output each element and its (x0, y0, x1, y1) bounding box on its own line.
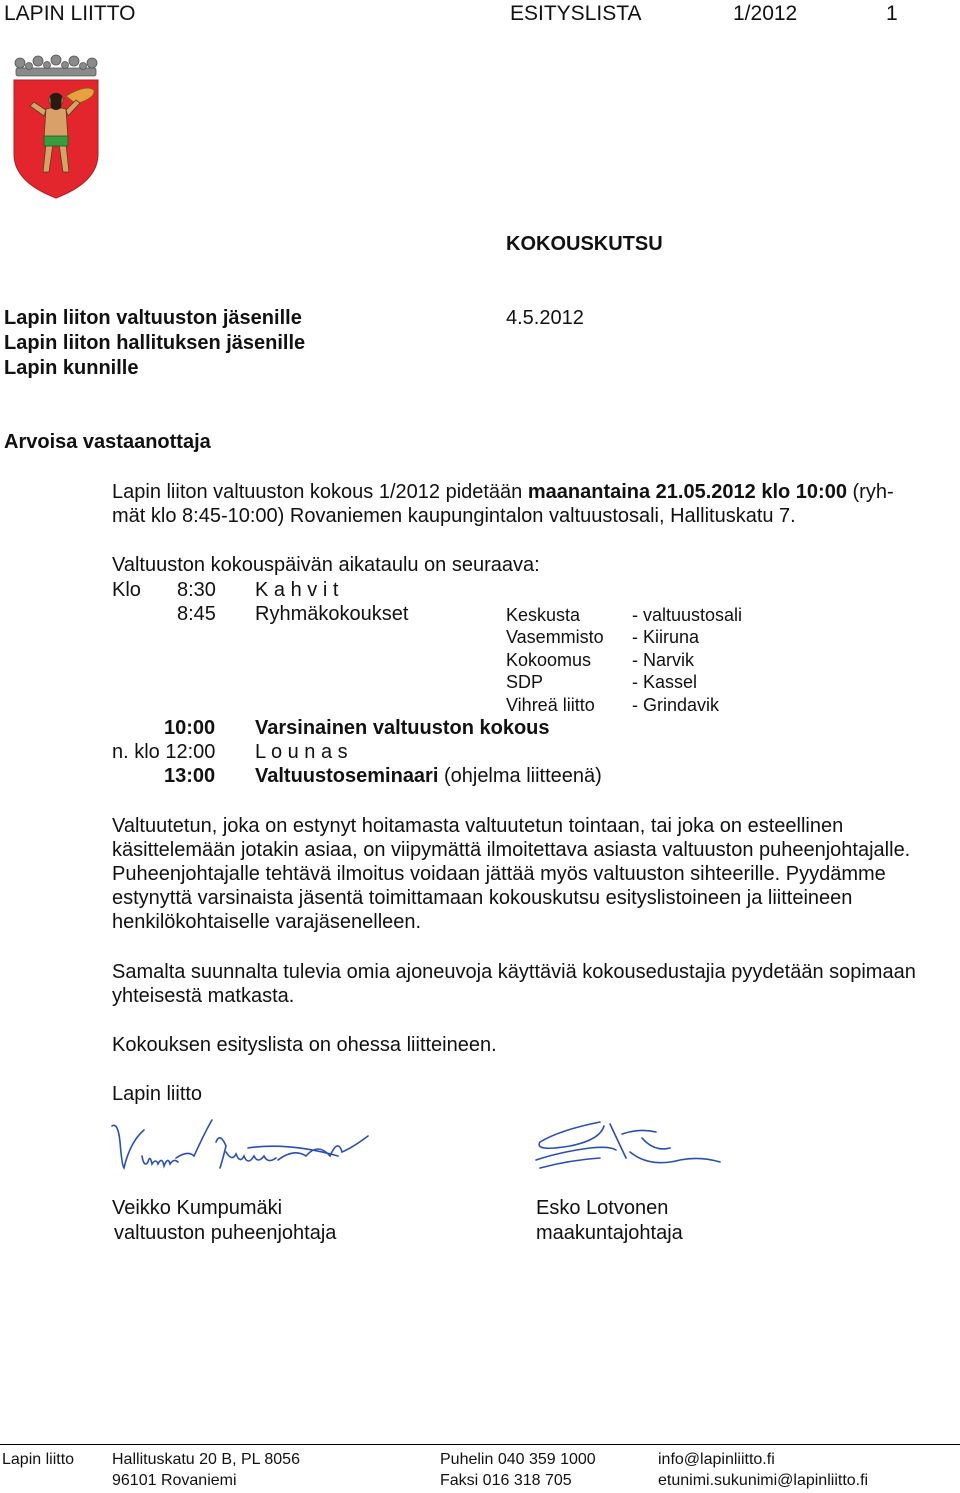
paragraph-substitute: Valtuutetun, joka on estynyt hoitamasta valtuutetun tointaan, tai joka on esteellinen käsittelemään jotakin asiaa, on viipymättä ilmoitettava asiasta valtuuston puheenjohtajalle. Puheenjohtajalle tehtävä ilmoitus voidaan jättää myös valtuuston sihteerille. Pyydämme estynyttä varsinaista jäsentä toimittamaan kokouskutsu esityslistoineen ja liitteineen henkilökohtaiselle varajäsenelleen. (112, 815, 911, 933)
schedule-label: Ryhmäkokoukset (255, 603, 409, 625)
group-room: - Narvik (632, 650, 694, 670)
recipient-line: Lapin liiton valtuuston jäsenille (4, 307, 302, 329)
meeting-datetime: maanantaina 21.05.2012 klo 10:00 (527, 481, 847, 503)
footer-email[interactable]: info@lapinliitto.fi (658, 1451, 775, 1468)
coat-of-arms-icon (10, 54, 102, 200)
group-name: Vasemmisto (506, 627, 604, 647)
document-title: KOKOUSKUTSU (506, 233, 663, 255)
group-room: - valtuustosali (632, 605, 743, 625)
salutation: Arvoisa vastaanottaja (4, 431, 211, 453)
footer-phone: Puhelin 040 359 1000 (440, 1451, 596, 1468)
schedule-row-seminar (255, 764, 602, 788)
header-page-number: 1 (886, 2, 898, 25)
group-name: Vihreä liitto (506, 695, 595, 715)
schedule-label-tail: (ohjelma liitteenä) (438, 765, 602, 787)
schedule-klo-label: Klo (112, 579, 141, 601)
group-name: Keskusta (506, 605, 581, 625)
signatory-name: Veikko Kumpumäki (112, 1197, 283, 1219)
schedule-heading: Valtuuston kokouspäivän aikataulu on seuraava: (112, 554, 540, 576)
signature-lotvonen-icon (530, 1112, 726, 1174)
group-name: SDP (506, 672, 544, 692)
footer-divider (0, 1444, 960, 1445)
signature-kumpumaki-icon (108, 1112, 374, 1178)
intro-text: Lapin liiton valtuuston kokous 1/2012 pidetään (112, 481, 528, 503)
document-date: 4.5.2012 (506, 307, 584, 329)
group-room: - Kiiruna (632, 627, 700, 647)
group-room: - Kassel (632, 672, 698, 692)
recipient-line: Lapin liiton hallituksen jäsenille (4, 332, 306, 354)
recipient-line: Lapin kunnille (4, 357, 139, 379)
footer-address: Hallituskatu 20 B, PL 8056 (112, 1451, 300, 1468)
signatory-title: maakuntajohtaja (536, 1222, 683, 1244)
schedule-label: K a h v i t (255, 579, 339, 601)
footer-email[interactable]: etunimi.sukunimi@lapinliitto.fi (658, 1472, 869, 1489)
schedule-time: 8:30 (177, 579, 216, 601)
closing-org: Lapin liitto (112, 1083, 203, 1105)
footer-org: Lapin liitto (2, 1451, 75, 1468)
schedule-time: 10:00 (164, 717, 216, 739)
schedule-label: L o u n a s (255, 741, 348, 763)
header-doc-type: ESITYSLISTA (510, 2, 642, 25)
paragraph-attachments: Kokouksen esityslista on ohessa liitteineen. (112, 1034, 497, 1056)
paragraph-carpool: Samalta suunnalta tulevia omia ajoneuvoja käyttäviä kokousedustajia pyydetään sopimaan yhteisestä matkasta. (112, 961, 916, 1007)
footer-address: 96101 Rovaniemi (112, 1472, 237, 1489)
schedule-label: Varsinainen valtuuston kokous (255, 717, 550, 739)
group-name: Kokoomus (506, 650, 592, 670)
signatory-name: Esko Lotvonen (536, 1197, 669, 1219)
header-org: LAPIN LIITTO (4, 2, 136, 25)
schedule-time: n. klo 12:00 (112, 741, 216, 763)
intro-text-tail: (ryh- (846, 481, 894, 503)
footer-fax: Faksi 016 318 705 (440, 1472, 572, 1489)
intro-line-1 (112, 480, 894, 504)
schedule-time: 8:45 (177, 603, 216, 625)
group-room: - Grindavik (632, 695, 720, 715)
schedule-time: 13:00 (164, 765, 216, 787)
header-number: 1/2012 (733, 2, 798, 25)
signatory-title: valtuuston puheenjohtaja (114, 1222, 337, 1244)
schedule-label: Valtuustoseminaari (255, 765, 439, 787)
intro-line-2: mät klo 8:45-10:00) Rovaniemen kaupungintalon valtuustosali, Hallituskatu 7. (112, 505, 796, 527)
